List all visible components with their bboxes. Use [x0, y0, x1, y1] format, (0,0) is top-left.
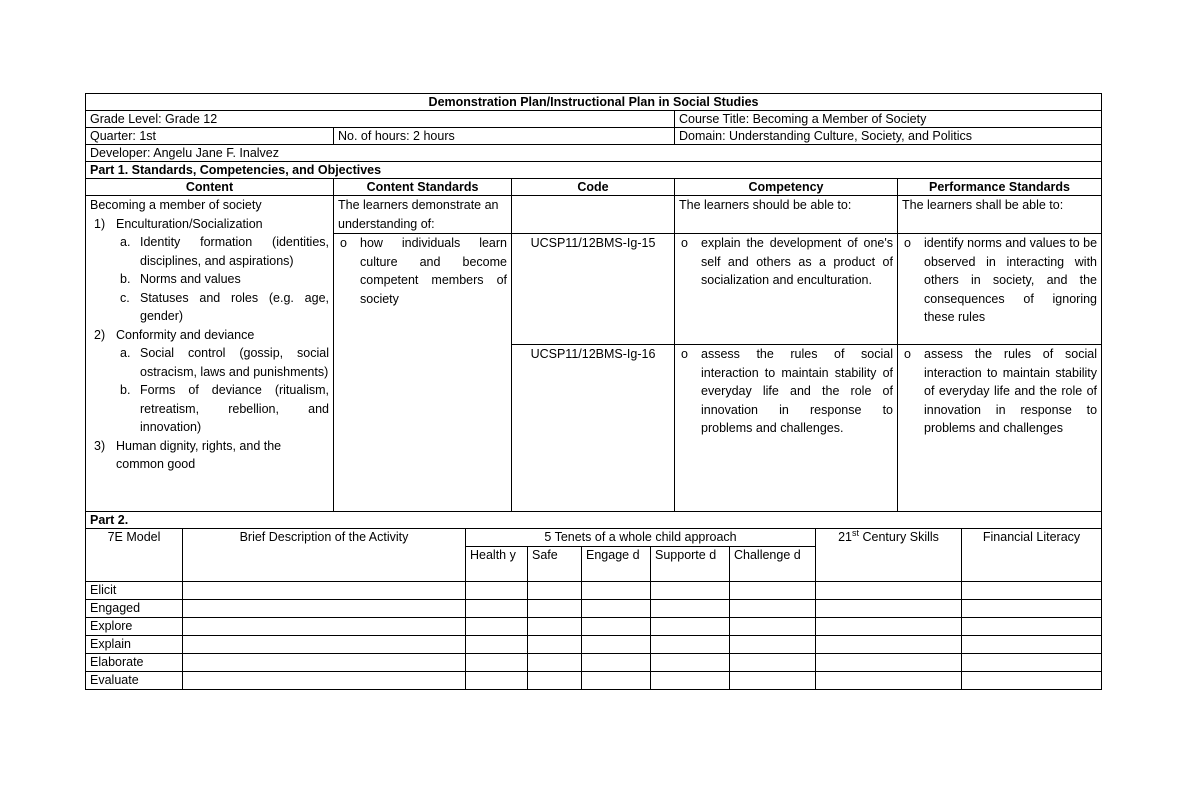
document-title: Demonstration Plan/Instructional Plan in Social Studies	[86, 94, 1102, 111]
performance-2: o assess the rules of social interaction to maintain stability of everyday life and the role of innovation in response to problems and challenges	[924, 345, 1097, 438]
activity-cell	[816, 672, 962, 690]
tenet-challenged: Challenge d	[730, 547, 816, 582]
content-item-label: Human dignity, rights, and the common good	[116, 438, 282, 471]
header-tenets: 5 Tenets of a whole child approach	[466, 529, 816, 547]
content-item	[94, 437, 329, 474]
activity-row-label: Elicit	[86, 582, 183, 600]
activity-cell	[183, 672, 466, 690]
content-subitem	[120, 381, 329, 437]
content-standards-cell	[334, 234, 512, 512]
content-standards-bullet: o how individuals learn culture and become competent members of society	[360, 234, 507, 308]
activity-row	[86, 618, 1102, 636]
quarter: Quarter: 1st	[86, 128, 334, 145]
activity-cell	[528, 636, 582, 654]
activity-row	[86, 672, 1102, 690]
code-1: UCSP11/12BMS-Ig-15	[512, 234, 675, 345]
competency-2: o assess the rules of social interaction to maintain stability of everyday life and the role of innovation in response to problems and challenges.	[701, 345, 893, 438]
content-subitem	[120, 270, 329, 289]
content-subitem-letter: b.	[120, 383, 131, 397]
content-item-number: 1)	[94, 216, 106, 231]
activity-cell	[466, 672, 528, 690]
activity-cell	[528, 654, 582, 672]
tenet-engaged: Engage d	[582, 547, 651, 582]
performance-1: o identify norms and values to be observed in interacting with others in society, and the consequences of ignoring these rules	[924, 234, 1097, 327]
activity-cell	[816, 600, 962, 618]
activity-cell	[183, 636, 466, 654]
activity-cell	[183, 600, 466, 618]
lesson-plan-document	[85, 93, 1101, 690]
activity-cell	[582, 636, 651, 654]
content-item-number: 2)	[94, 327, 106, 342]
content-list	[90, 215, 329, 474]
header-performance-standards: Performance Standards	[898, 179, 1102, 196]
activity-cell	[466, 600, 528, 618]
content-item-label: Enculturation/Socialization	[116, 216, 263, 231]
activity-cell	[730, 618, 816, 636]
activity-cell	[466, 582, 528, 600]
code-2: UCSP11/12BMS-Ig-16	[512, 345, 675, 512]
activity-cell	[730, 600, 816, 618]
activity-row	[86, 654, 1102, 672]
content-item	[94, 326, 329, 437]
content-intro: Becoming a member of society	[90, 198, 262, 212]
content-cell	[86, 196, 334, 512]
activity-row-label: Explore	[86, 618, 183, 636]
content-item-number: 3)	[94, 438, 106, 453]
content-subitem-text: Identity formation (identities, disciplines, and aspirations)	[140, 235, 329, 268]
activity-cell	[651, 636, 730, 654]
performance-intro: The learners shall be able to:	[898, 196, 1102, 234]
activity-row-label: Engaged	[86, 600, 183, 618]
hours: No. of hours: 2 hours	[334, 128, 675, 145]
activity-cell	[962, 672, 1102, 690]
content-sublist	[116, 344, 329, 437]
competency-1: o explain the development of one's self and others as a product of socialization and enculturation.	[701, 234, 893, 290]
header-brief-description: Brief Description of the Activity	[183, 529, 466, 582]
tenet-supported: Supporte d	[651, 547, 730, 582]
content-subitem-text: Social control (gossip, social ostracism, laws and punishments)	[140, 346, 329, 379]
competency-1-cell	[675, 234, 898, 345]
activity-cell	[582, 654, 651, 672]
activity-cell	[183, 582, 466, 600]
content-subitem-letter: c.	[120, 290, 130, 305]
part1-heading: Part 1. Standards, Competencies, and Objectives	[86, 162, 1102, 179]
domain: Domain: Understanding Culture, Society, and Politics	[675, 128, 1102, 145]
course-title: Course Title: Becoming a Member of Society	[675, 111, 1102, 128]
activity-cell	[730, 654, 816, 672]
activity-cell	[730, 672, 816, 690]
content-subitem-text: Forms of deviance (ritualism, retreatism, rebellion, and innovation)	[140, 383, 329, 434]
activity-row-label: Evaluate	[86, 672, 183, 690]
activity-cell	[528, 618, 582, 636]
competency-2-cell	[675, 345, 898, 512]
activity-cell	[651, 582, 730, 600]
code-blank	[512, 196, 675, 234]
activity-cell	[651, 618, 730, 636]
header-7e-model: 7E Model	[86, 529, 183, 582]
header-competency: Competency	[675, 179, 898, 196]
content-subitem	[120, 233, 329, 270]
activity-cell	[962, 636, 1102, 654]
activity-cell	[730, 636, 816, 654]
activity-cell	[582, 582, 651, 600]
performance-1-cell	[898, 234, 1102, 345]
header-century-skills: 21st Century Skills	[816, 529, 962, 582]
activity-cell	[962, 618, 1102, 636]
header-financial-literacy: Financial Literacy	[962, 529, 1102, 582]
activity-cell	[466, 618, 528, 636]
activity-cell	[962, 600, 1102, 618]
content-subitem-letter: a.	[120, 235, 131, 249]
activity-cell	[183, 654, 466, 672]
activity-cell	[528, 672, 582, 690]
part2-heading: Part 2.	[86, 512, 1102, 529]
activity-cell	[730, 582, 816, 600]
activity-cell	[466, 654, 528, 672]
content-subitem	[120, 344, 329, 381]
activity-table	[85, 528, 1102, 690]
content-subitem-text: Norms and values	[140, 272, 241, 286]
activity-cell	[582, 618, 651, 636]
tenet-safe: Safe	[528, 547, 582, 582]
activity-cell	[816, 654, 962, 672]
activity-cell	[962, 582, 1102, 600]
tenet-healthy: Health y	[466, 547, 528, 582]
activity-row	[86, 636, 1102, 654]
activity-row-label: Elaborate	[86, 654, 183, 672]
performance-2-cell	[898, 345, 1102, 512]
activity-cell	[582, 672, 651, 690]
competency-intro: The learners should be able to:	[675, 196, 898, 234]
content-subitem	[120, 289, 329, 326]
activity-cell	[528, 600, 582, 618]
activity-cell	[466, 636, 528, 654]
activity-cell	[582, 600, 651, 618]
content-subitem-letter: a.	[120, 346, 131, 360]
activity-cell	[651, 654, 730, 672]
header-content: Content	[86, 179, 334, 196]
activity-row	[86, 582, 1102, 600]
standards-table	[85, 93, 1102, 529]
activity-cell	[183, 618, 466, 636]
activity-cell	[816, 636, 962, 654]
activity-row	[86, 600, 1102, 618]
grade-level: Grade Level: Grade 12	[86, 111, 675, 128]
activity-row-label: Explain	[86, 636, 183, 654]
activity-cell	[651, 600, 730, 618]
activity-cell	[651, 672, 730, 690]
content-item-label: Conformity and deviance	[116, 327, 255, 342]
activity-cell	[528, 582, 582, 600]
content-item	[94, 215, 329, 326]
content-sublist	[116, 233, 329, 326]
header-code: Code	[512, 179, 675, 196]
header-content-standards: Content Standards	[334, 179, 512, 196]
content-standards-intro: The learners demonstrate an understanding of:	[334, 196, 512, 234]
content-subitem-text: Statuses and roles (e.g. age, gender)	[140, 290, 329, 323]
activity-cell	[962, 654, 1102, 672]
content-subitem-letter: b.	[120, 272, 131, 286]
activity-cell	[816, 618, 962, 636]
activity-cell	[816, 582, 962, 600]
developer: Developer: Angelu Jane F. Inalvez	[86, 145, 1102, 162]
